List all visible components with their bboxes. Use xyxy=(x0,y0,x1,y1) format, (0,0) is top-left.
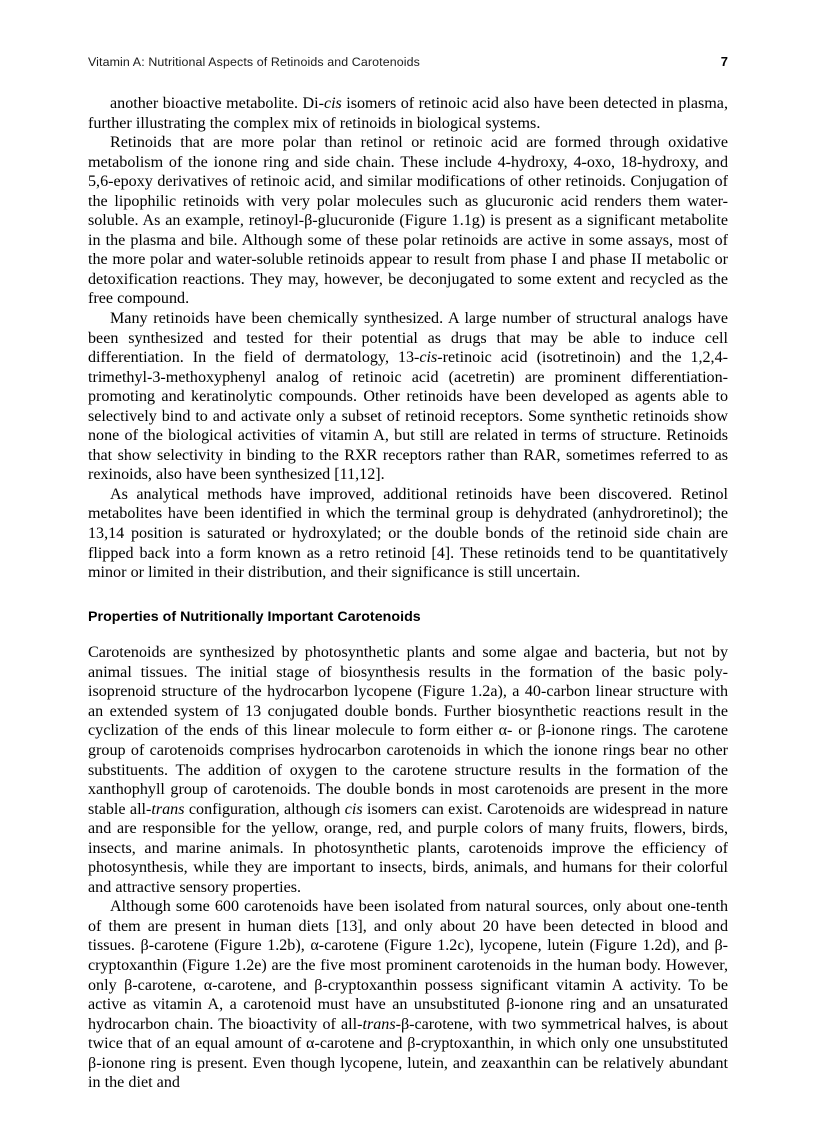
paragraph xyxy=(88,643,728,897)
paragraph xyxy=(88,133,728,309)
text-run: Many retinoids have been chemically synthesized. A large number of structural analogs have been synthesized and tested for their potential as drugs that may be able to induce cell differentiation. In the field of dermatology, 13- xyxy=(88,310,728,367)
heading-spacer-below xyxy=(88,627,728,643)
italic-term: trans xyxy=(362,1015,396,1033)
paragraph xyxy=(88,485,728,583)
body-text-column xyxy=(88,94,728,1093)
paragraph xyxy=(88,897,728,1092)
page-number: 7 xyxy=(720,54,728,69)
paragraph-group-after-heading xyxy=(88,643,728,1093)
text-run: isomers can exist. Carotenoids are widespread in nature and are responsible for the yellow, orange, red, and purple colors of many fruits, flowers, birds, insects, and marine animals. In photosynthetic plants, carotenoids improve the efficiency of photosynthesis, while they are important to insects, birds, animals, and humans for their colorful and attractive sensory properties. xyxy=(88,800,729,896)
text-run: another bioactive metabolite. Di- xyxy=(110,95,324,112)
text-run: Carotenoids are synthesized by photosynthetic plants and some algae and bacteria, but not by animal tissues. The initial stage of biosynthesis results in the formation of the basic poly-isoprenoid structure of the hydrocarbon lycopene (Figure 1.2a), a 40-carbon linear structure with an extended system of 13 conjugated double bonds. Further biosynthetic reactions result in the cyclization of the ends of this linear molecule to form either α- or β-ionone rings. The carotene group of carotenoids comprises hydrocarbon carotenoids in which the ionone rings bear no other substituents. The addition of oxygen to the carotene structure results in the formation of the xanthophyll group of carotenoids. The double bonds in most carotenoids are present in the more stable all- xyxy=(88,644,728,818)
italic-term: cis xyxy=(344,800,363,818)
text-run: Retinoids that are more polar than retinol or retinoic acid are formed through oxidative metabolism of the ionone ring and side chain. These include 4-hydroxy, 4-oxo, 18-hydroxy, and 5,6-epoxy derivatives of retinoic acid, and similar modifications of other retinoids. Conjugation of the lipophilic retinoids with very polar molecules such as glucuronic acid renders them water-soluble. As an example, retinoyl-β-glucuronide (Figure 1.1g) is present as a significant metabolite in the plasma and bile. Although some of these polar retinoids are active in some assays, most of the more polar and water-soluble retinoids appear to result from phase I and phase II metabolic or detoxification reactions. They may, however, be deconjugated to some extent and recycled as the free compound. xyxy=(88,134,728,308)
italic-term: cis xyxy=(323,95,342,112)
running-head xyxy=(88,54,728,74)
section-heading: Properties of Nutritionally Important Carotenoids xyxy=(88,608,421,625)
running-head-title: Vitamin A: Nutritional Aspects of Retinoids and Carotenoids xyxy=(88,55,420,69)
paragraph-group-before-heading xyxy=(88,94,728,583)
text-run: isomers of retinoic acid also have been detected in plasma, further illustrating the complex mix of retinoids in biological systems. xyxy=(88,95,728,132)
italic-term: trans xyxy=(151,800,185,818)
text-run: -β-carotene, with two symmetrical halves, is about twice that of an equal amount of α-carotene and β-cryptoxanthin, in which only one unsubstituted β-ionone ring is present. Even though lycopene, lutein, and zeaxanthin can be relatively abundant in the diet and xyxy=(88,1015,728,1092)
paragraph xyxy=(88,94,728,133)
text-run: Although some 600 carotenoids have been isolated from natural sources, only about one-tenth of them are present in human diets [13], and only about 20 have been detected in blood and tissues. β-carotene (Figure 1.2b), α-carotene (Figure 1.2c), lycopene, lutein (Figure 1.2d), and β-cryptoxanthin (Figure 1.2e) are the five most prominent carotenoids in the human body. However, only β-carotene, α-carotene, and β-cryptoxanthin possess significant vitamin A activity. To be active as vitamin A, a carotenoid must have an unsubstituted β-ionone ring and an unsaturated hydrocarbon chain. The bioactivity of all- xyxy=(88,898,728,1033)
text-run: As analytical methods have improved, additional retinoids have been discovered. Retinol metabolites have been identified in which the terminal group is dehydrated (anhydroretinol); the 13,14 position is saturated or hydroxylated; or the double bonds of the retinoid side chain are flipped back into a form known as a retro retinoid [4]. These retinoids tend to be quantitatively minor or limited in their distribution, and their significance is still uncertain. xyxy=(88,485,728,582)
italic-term: cis xyxy=(419,349,438,367)
heading-spacer-above xyxy=(88,583,728,608)
text-run: -retinoic acid (isotretinoin) and the 1,2,4-trimethyl-3-methoxyphenyl analog of retinoic acid (acetretin) are prominent differentiation-promoting and keratinolytic compounds. Other retinoids have been developed as agents able to selectively bind to and activate only a subset of retinoid receptors. Some synthetic retinoids show none of the biological activities of vitamin A, but still are related in terms of structure. Retinoids that show selectivity in binding to the RXR receptors rather than RAR, sometimes referred to as rexinoids, also have been synthesized [11,12]. xyxy=(88,349,728,484)
paragraph xyxy=(88,309,728,485)
text-run: configuration, although xyxy=(184,800,345,818)
